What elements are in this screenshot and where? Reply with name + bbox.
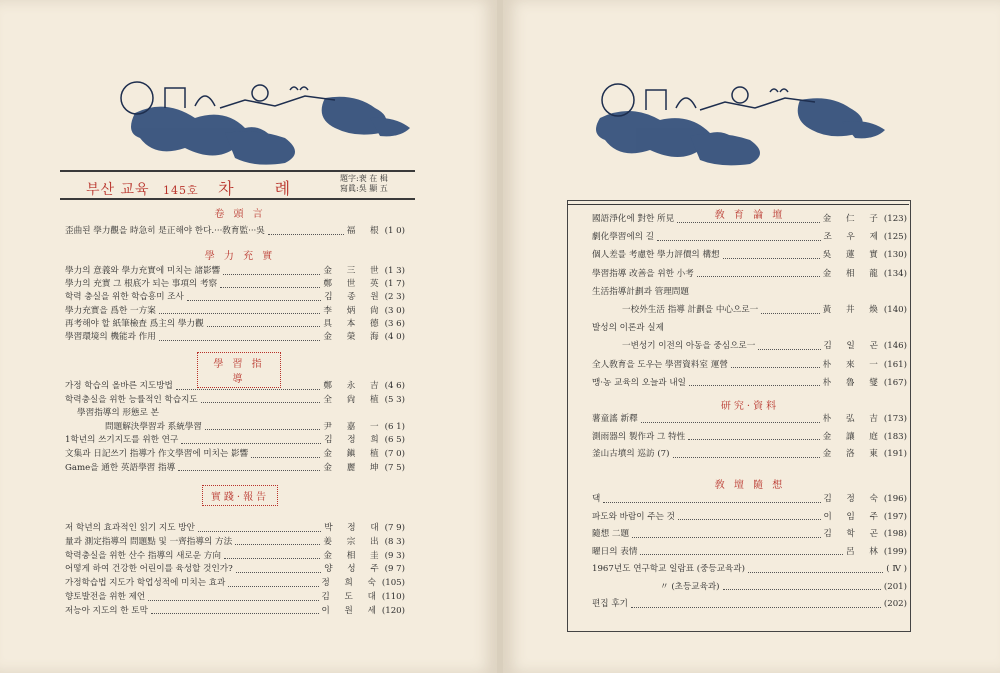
entry-page: (9 3) <box>384 550 405 561</box>
section-heading: 學 習 指 導 <box>197 352 281 388</box>
toc-entry[interactable] <box>592 413 907 425</box>
entry-title: 학력충실을 위한 능률적인 학습지도 <box>65 394 198 405</box>
toc-entry[interactable] <box>65 318 405 330</box>
entry-author: 鄭 世 英 <box>323 279 385 290</box>
toc-entry[interactable] <box>592 286 907 298</box>
toc-entry[interactable] <box>592 546 907 558</box>
leader-dots <box>178 464 320 471</box>
entry-page: (3 0) <box>384 305 405 316</box>
leader-dots <box>181 437 321 444</box>
entry-title: 個人差를 考慮한 學力評價의 構想 <box>592 250 720 261</box>
entry-title: Game을 通한 英語學習 指導 <box>65 462 176 473</box>
entry-author: 尹 嘉 一 <box>323 421 385 432</box>
entry-title: 學力의 意義와 學力充實에 미치는 諸影響 <box>65 266 221 276</box>
toc-entry[interactable] <box>65 536 405 548</box>
entry-title: 劇化學習에의 길 <box>592 232 655 243</box>
leader-dots <box>631 601 881 608</box>
entry-author: 朴 弘 吉 <box>822 414 884 424</box>
toc-entry[interactable] <box>592 528 907 540</box>
entry-title: 향토발전을 위한 제언 <box>65 592 146 602</box>
toc-entry[interactable] <box>65 448 405 460</box>
entry-author: 金 相 龍 <box>822 268 884 279</box>
entry-author: 具 本 德 <box>323 318 385 329</box>
entry-title: 편집 후기 <box>592 599 628 609</box>
entry-page: (173) <box>883 414 907 424</box>
entry-author: 조 우 제 <box>823 232 884 243</box>
entry-title: 文集과 日記쓰기 指導가 作文學習에 미치는 影響 <box>65 449 249 459</box>
entry-author: 李 炳 尙 <box>323 305 385 316</box>
leader-dots <box>673 451 820 458</box>
toc-entry[interactable] <box>65 462 405 474</box>
entry-author: 이 원 세 <box>321 605 382 616</box>
entry-page: (7 5) <box>384 462 405 473</box>
entry-page: (3 6) <box>384 318 405 329</box>
entry-title: 一校外生活 指導 計劃을 中心으로一 <box>622 305 759 315</box>
entry-title: 맹·농 교육의 오늘과 내일 <box>592 377 686 388</box>
toc-entry[interactable] <box>65 331 405 343</box>
magazine-name: 부산 교육 <box>86 182 150 198</box>
toc-entry[interactable] <box>65 278 405 290</box>
entry-page: (7 9) <box>384 523 405 533</box>
entry-title: 저 학년의 효과적인 읽기 지도 방안 <box>65 523 195 533</box>
leader-dots <box>223 268 320 275</box>
entry-page: (8 3) <box>384 536 405 547</box>
leader-dots <box>159 334 321 341</box>
entry-author: 鄭 永 吉 <box>323 381 385 391</box>
entry-page: (1 0) <box>384 226 405 236</box>
entry-page: (2 3) <box>384 292 405 303</box>
entry-page: (1 7) <box>384 279 405 290</box>
toc-entry[interactable] <box>592 231 907 243</box>
entry-author: 朴 魯 燮 <box>822 377 884 388</box>
toc-entry[interactable] <box>592 511 907 523</box>
entry-title: 國語淨化에 對한 所見 <box>592 214 675 224</box>
entry-page: (134) <box>883 268 907 279</box>
entry-page: (9 7) <box>384 564 405 575</box>
entry-author: 姜 宗 出 <box>323 536 385 547</box>
entry-author: 金 麗 坤 <box>323 462 385 473</box>
credit-line-title: 題字:裵 在 楫 <box>340 174 388 183</box>
leader-dots <box>207 320 321 327</box>
entry-author: 福 根 <box>346 226 385 236</box>
entry-title: 薯童謠 新釋 <box>592 414 638 424</box>
entry-page: (4 0) <box>384 332 405 342</box>
leader-dots <box>251 451 320 458</box>
entry-author: 金 仁 子 <box>822 214 884 224</box>
toc-entry[interactable] <box>65 305 405 317</box>
cover-illustration-left <box>95 78 415 168</box>
entry-page: (196) <box>883 494 907 504</box>
entry-title: 學習指導의 形態로 본 <box>77 408 159 419</box>
toc-entry[interactable] <box>592 493 907 505</box>
entry-page: (6 5) <box>384 435 405 446</box>
leader-dots <box>731 361 820 368</box>
entry-title: 學習指導 改善을 위한 小考 <box>592 268 694 279</box>
leader-dots <box>603 496 820 503</box>
entry-author: 金 三 世 <box>323 266 385 276</box>
toc-entry[interactable] <box>592 322 907 334</box>
toc-entry[interactable] <box>65 605 405 617</box>
leader-dots <box>268 228 344 235</box>
entry-author: 이 임 주 <box>823 511 884 522</box>
entry-title: 再考해야 할 紙筆檢査 爲主의 學力觀 <box>65 318 204 329</box>
toc-entry[interactable] <box>65 563 405 575</box>
leader-dots <box>688 433 819 440</box>
leader-dots <box>148 594 318 601</box>
cover-illustration-right <box>580 78 900 168</box>
credits <box>340 174 388 194</box>
toc-entry[interactable] <box>105 421 405 433</box>
leader-dots <box>201 396 321 403</box>
entry-page: (197) <box>883 511 907 522</box>
entry-page: (201) <box>883 581 907 592</box>
entry-title: 파도와 바람이 주는 것 <box>592 511 675 522</box>
section-heading: 實踐·報告 <box>202 485 278 506</box>
leader-dots <box>159 307 321 314</box>
entry-title: 歪曲된 學力觀을 時急히 是正해야 한다.···敎育監···吳 <box>65 226 265 236</box>
entry-title: 隨想 二題 <box>592 529 630 539</box>
leader-dots <box>198 525 321 532</box>
toc-entry[interactable] <box>65 522 405 534</box>
entry-author: 김 정 희 <box>324 435 385 446</box>
entry-title: 生活指導計劃과 管理問題 <box>592 286 689 297</box>
leader-dots <box>697 270 820 277</box>
toc-entry[interactable] <box>592 563 907 575</box>
entry-title: 발성의 이론과 실제 <box>592 323 664 334</box>
entry-author: 김 도 대 <box>321 592 382 602</box>
entry-page: (105) <box>381 578 405 589</box>
entry-page: (7 0) <box>384 449 405 459</box>
entry-title: 問題解決學習과 系統學習 <box>105 421 202 432</box>
leader-dots <box>187 294 321 301</box>
leader-dots <box>640 548 843 555</box>
toc-entry[interactable] <box>592 377 907 389</box>
toc-entry[interactable] <box>622 340 907 352</box>
entry-author: 朴 來 一 <box>822 359 884 370</box>
toc-entry[interactable] <box>65 550 405 562</box>
entry-page: (161) <box>883 359 907 370</box>
entry-page: ( Ⅳ ) <box>886 564 907 574</box>
entry-page: (202) <box>883 599 907 609</box>
entry-page: (130) <box>883 250 907 261</box>
leader-dots <box>678 513 821 520</box>
leader-dots <box>758 343 820 350</box>
entry-title: 學力充實을 爲한 一方案 <box>65 305 156 316</box>
entry-author: 吳 蓮 實 <box>822 250 884 261</box>
toc-entry[interactable] <box>65 225 405 237</box>
entry-title: 學習環境의 機能과 作用 <box>65 332 156 342</box>
leader-dots <box>689 379 820 386</box>
leader-dots <box>723 583 881 590</box>
section-heading: 學 力 充 實 <box>204 251 276 262</box>
header-rule-bottom <box>60 198 415 200</box>
toc-title: 차 례 <box>218 179 309 198</box>
leader-dots <box>205 423 320 430</box>
leader-dots <box>235 538 320 545</box>
entry-title: 학력 충실을 위한 학습흥미 조사 <box>65 292 184 303</box>
entry-author: 呂 林 <box>845 546 884 557</box>
entry-page: (167) <box>883 377 907 388</box>
entry-page: (4 6) <box>384 381 405 391</box>
leader-dots <box>228 580 318 587</box>
entry-page: (5 3) <box>384 394 405 405</box>
toc-entry[interactable] <box>592 213 907 225</box>
leader-dots <box>632 531 820 538</box>
leader-dots <box>641 416 820 423</box>
leader-dots <box>220 281 320 288</box>
right-frame-top-rule <box>567 204 909 205</box>
entry-author: 김 일 곤 <box>823 341 884 352</box>
entry-title: 1학년의 쓰기지도를 위한 연구 <box>65 435 179 446</box>
section-heading: 研究·資料 <box>720 401 780 412</box>
toc-entry[interactable] <box>592 359 907 371</box>
toc-entry[interactable] <box>660 581 907 593</box>
leader-dots <box>236 566 322 573</box>
leader-dots <box>151 607 319 614</box>
entry-author: 정 희 숙 <box>321 578 382 589</box>
leader-dots <box>723 252 820 259</box>
issue-number: 145호 <box>163 184 199 197</box>
entry-title: 學力의 充實 그 根底가 되는 事項의 考察 <box>65 279 218 290</box>
toc-entry[interactable] <box>592 598 907 610</box>
toc-entry[interactable] <box>622 304 907 316</box>
entry-title: 어떻게 하여 건강한 어린이를 육성할 것인가? <box>65 564 233 575</box>
entry-title: 曜日의 表情 <box>592 546 638 557</box>
entry-page: (146) <box>883 341 907 352</box>
toc-entry[interactable] <box>65 380 405 392</box>
section-heading: 敎 壇 隨 想 <box>714 480 786 491</box>
toc-entry[interactable] <box>65 291 405 303</box>
leader-dots <box>176 383 321 390</box>
entry-title: 測雨器의 製作과 그 特性 <box>592 431 686 442</box>
toc-entry[interactable] <box>592 268 907 280</box>
section-heading: 敎 育 論 壇 <box>714 210 786 221</box>
entry-author: 김 학 곤 <box>823 529 884 539</box>
entry-author: 黃 井 煥 <box>822 305 884 315</box>
toc-entry[interactable] <box>65 577 405 589</box>
entry-page: (183) <box>883 431 907 442</box>
entry-author: 金 榮 海 <box>323 332 385 342</box>
entry-title: 가정학습법 지도가 학업성적에 미치는 효과 <box>65 578 226 589</box>
entry-page: (198) <box>883 529 907 539</box>
toc-entry[interactable] <box>65 434 405 446</box>
entry-author: 金 相 圭 <box>323 550 385 561</box>
entry-title: 저능아 지도의 한 토막 <box>65 605 148 616</box>
toc-entry[interactable] <box>592 448 907 460</box>
entry-page: (140) <box>883 305 907 315</box>
header-rule-top <box>60 170 415 172</box>
toc-entry[interactable] <box>592 249 907 261</box>
leader-dots <box>761 307 819 314</box>
entry-title: 釜山古墳의 巡訪 (7) <box>592 449 670 459</box>
section-heading: 卷 頭 言 <box>214 209 266 220</box>
entry-title: 一변성기 이전의 아동을 중심으로一 <box>622 341 756 352</box>
entry-author: 金 鎭 植 <box>323 449 385 459</box>
entry-page: (123) <box>883 214 907 224</box>
credit-line-photo: 寫眞:吳 顯 五 <box>340 184 388 193</box>
entry-author: 김 종 원 <box>324 292 385 303</box>
toc-entry[interactable] <box>65 394 405 406</box>
leader-dots <box>677 216 819 223</box>
entry-page: (199) <box>883 546 907 557</box>
entry-author: 김 정 숙 <box>823 494 884 504</box>
entry-title: 量과 測定指導의 問題點 및 一齊指導의 方法 <box>65 536 233 547</box>
masthead <box>86 176 308 199</box>
entry-page: (1 3) <box>384 266 405 276</box>
leader-dots <box>748 566 883 573</box>
entry-title: 학력충실을 위한 산수 指導의 새로운 方向 <box>65 550 221 561</box>
entry-title: 〃 (초등교육과) <box>660 581 720 592</box>
entry-title: 全人敎育을 도우는 學習資料室 運營 <box>592 359 728 370</box>
toc-entry[interactable] <box>77 407 405 419</box>
entry-page: (120) <box>381 605 405 616</box>
entry-title: 댁 <box>592 494 601 504</box>
entry-page: (191) <box>883 449 907 459</box>
entry-page: (6 1) <box>384 421 405 432</box>
entry-author: 金 洛 東 <box>822 449 884 459</box>
leader-dots <box>657 234 821 241</box>
entry-page: (125) <box>883 232 907 243</box>
entry-title: 가정 학습의 올바른 지도방법 <box>65 381 173 391</box>
toc-entry[interactable] <box>65 591 405 603</box>
entry-author: 박 정 대 <box>324 523 385 533</box>
entry-author: 金 讓 庭 <box>822 431 884 442</box>
entry-author: 全 尙 植 <box>323 394 385 405</box>
entry-title: 1967년도 연구학교 일람표 (중등교육과) <box>592 564 745 574</box>
entry-author: 양 성 주 <box>324 564 385 575</box>
entry-page: (110) <box>381 592 405 602</box>
leader-dots <box>224 552 320 559</box>
toc-entry[interactable] <box>592 431 907 443</box>
toc-entry[interactable] <box>65 265 405 277</box>
